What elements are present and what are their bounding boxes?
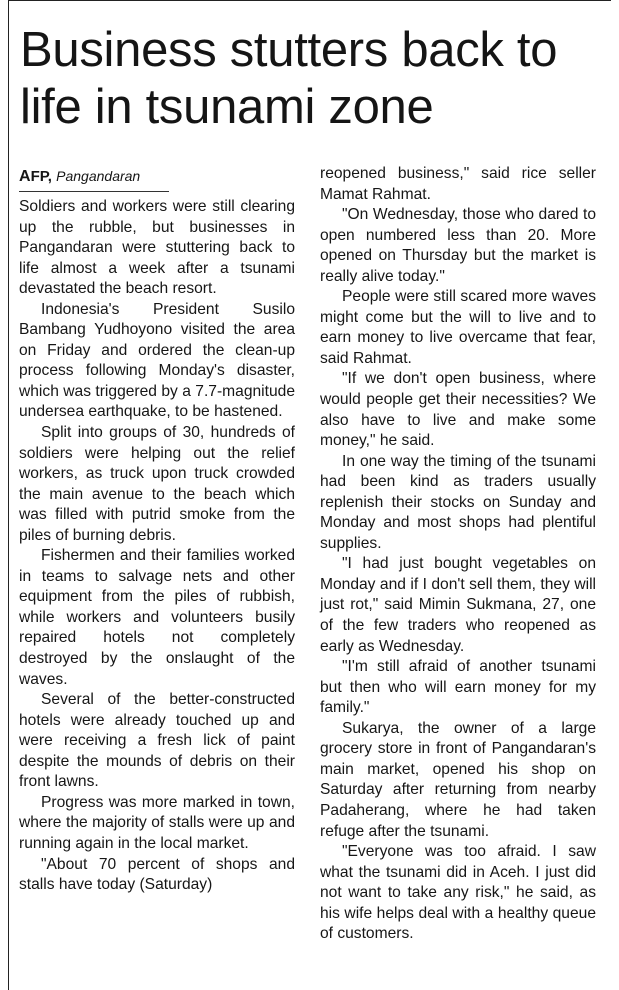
paragraph: Indonesia's President Susilo Bambang Yudhoyono visited the area on Friday and ordered the clean-up process following Monday's disaster, which was triggered by a 7.7-magnitude undersea earthquake, to be hastened. (19, 300, 295, 421)
paragraph: Several of the better-constructed hotels were already touched up and were receiving a fresh lick of paint despite the mounds of debris on their front lawns. (19, 691, 295, 791)
paragraph: "Everyone was too afraid. I saw what the tsunami did in Aceh. I just did not want to take any risk," he said, as his wife helps deal with a healthy queue of customers. (320, 843, 596, 943)
left-column (19, 165, 295, 896)
paragraph: "On Wednesday, those who dared to open numbered less than 20. More opened on Thursday but the market is really alive today." (320, 206, 596, 285)
paragraph: "About 70 percent of shops and stalls have today (Saturday) (19, 855, 295, 894)
paragraph: reopened business," said rice seller Mamat Rahmat. (320, 165, 596, 203)
right-column (320, 164, 596, 945)
headline: Business stutters back to life in tsunami zone (20, 23, 558, 134)
paragraph: In one way the timing of the tsunami had been kind as traders usually replenish their stocks on Sunday and Monday and most shops had plentiful supplies. (320, 452, 596, 552)
paragraph: Sukarya, the owner of a large grocery store in front of Pangandaran's main market, opened his shop on Saturday after returning from nearby Padaherang, where he had taken refuge after the tsunami. (320, 719, 596, 840)
paragraph: "I'm still afraid of another tsunami but then who will earn money for my family." (320, 658, 596, 717)
byline-place: Pangandaran (56, 168, 141, 184)
paragraph: "I had just bought vegetables on Monday and if I don't sell them, they will just rot," said Mimin Sukmana, 27, one of the few traders who reopened as early as Wednesday. (320, 555, 596, 655)
paragraph: People were still scared more waves might come but the will to live and to earn money to live overcame that fear, said Rahmat. (320, 288, 596, 367)
byline (19, 165, 169, 192)
paragraph: Soldiers and workers were still clearing up the rubble, but businesses in Pangandaran were stuttering back to life almost a week after a tsunami devastated the beach resort. (19, 198, 295, 298)
paragraph: Progress was more marked in town, where the majority of stalls were up and running again in the local market. (19, 793, 295, 852)
paragraph: "If we don't open business, where would people get their necessities? We also have to live and make some money," he said. (320, 370, 596, 450)
byline-agency: AFP, (19, 168, 52, 185)
paragraph: Split into groups of 30, hundreds of soldiers were helping out the relief workers, as truck upon truck crowded the main avenue to the beach which was filled with putrid smoke from the piles of burning debris. (19, 424, 295, 544)
paragraph: Fishermen and their families worked in teams to salvage nets and other equipment from the piles of rubbish, while workers and volunteers busily repaired hotels not completely destroyed by the onslaught of the waves. (19, 547, 295, 688)
